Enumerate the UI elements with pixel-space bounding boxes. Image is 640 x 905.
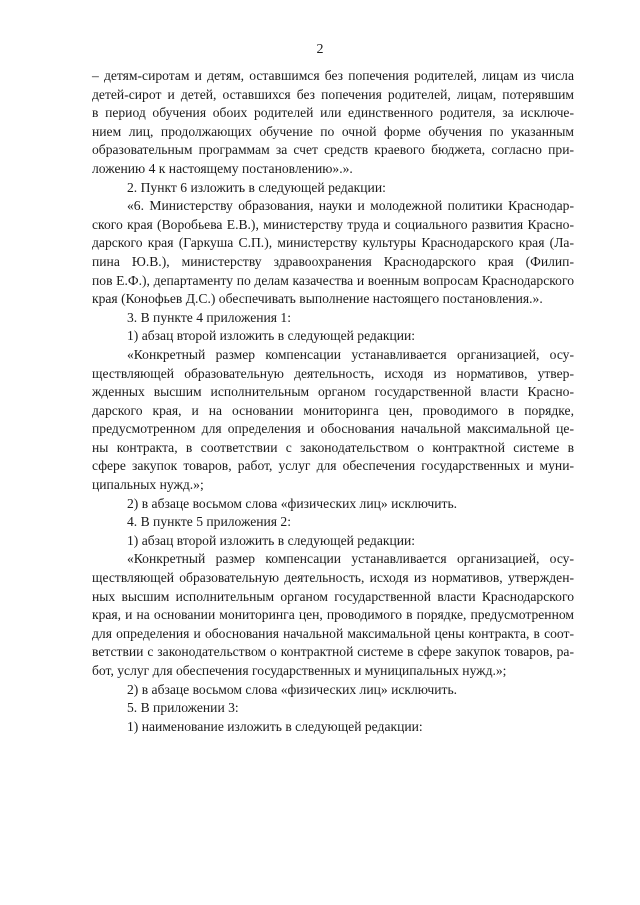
text-line: «Конкретный размер компенсации устанавливается организацией, осу- xyxy=(127,551,574,567)
paragraph-p13 xyxy=(92,718,574,737)
text-line: ществляющей образовательную деятельность, исходя из нормативов, утвер- xyxy=(92,365,574,381)
text-line: пов Е.Ф.), департаменту по делам казачества и военным вопросам Краснодарского xyxy=(92,272,574,288)
text-line: 2) в абзаце восьмом слова «физических лиц» исключить. xyxy=(127,681,458,697)
paragraph-p7 xyxy=(92,495,574,514)
text-line: ского края (Воробьева Е.В.), министерству труда и социального развития Красно- xyxy=(92,216,574,232)
text-line: в период обучения обоих родителей или единственного родителя, за исключе- xyxy=(92,105,574,121)
text-line: 4. В пункте 5 приложения 2: xyxy=(127,514,292,530)
paragraph-p5 xyxy=(92,327,574,346)
text-line: для определения и обоснования начальной максимальной цены контракта, в соот- xyxy=(92,625,574,641)
text-line: дарского края, и на основании мониторинга цен, проводимого в порядке, xyxy=(92,402,574,418)
paragraph-p9 xyxy=(92,532,574,551)
paragraph-p2 xyxy=(92,179,574,198)
text-line: «6. Министерству образования, науки и молодежной политики Краснодар- xyxy=(127,198,574,214)
paragraph-p11 xyxy=(92,681,574,700)
text-line: дарского края (Гаркуша С.П.), министерству культуры Краснодарского края (Ла- xyxy=(92,235,574,251)
paragraph-p8 xyxy=(92,513,574,532)
text-line: образовательным программам за счет средств краевого бюджета, согласно при- xyxy=(92,142,574,158)
text-line: детей-сирот и детей, оставшихся без попечения родителей, лицам, потерявшим xyxy=(92,86,574,102)
text-line: 1) абзац второй изложить в следующей редакции: xyxy=(127,328,416,344)
paragraph-p1 xyxy=(92,67,574,179)
paragraph-p3 xyxy=(92,197,574,309)
document-body xyxy=(92,67,574,736)
text-line: ны контракта, в соответствии с законодательством о контрактной системе в xyxy=(92,439,574,455)
paragraph-p6 xyxy=(92,346,574,495)
text-line: нием лиц, продолжающих обучение по очной форме обучения по указанным xyxy=(92,123,574,139)
text-line: ложению 4 к настоящему постановлению».». xyxy=(92,160,353,176)
text-line: жденных высшим исполнительным органом государственной власти Красно- xyxy=(92,384,574,400)
text-line: пина Ю.В.), министерству здравоохранения Краснодарского края (Филип- xyxy=(92,253,574,269)
text-line: сфере закупок товаров, работ, услуг для обеспечения государственных и муни- xyxy=(92,458,574,474)
text-line: «Конкретный размер компенсации устанавливается организацией, осу- xyxy=(127,346,574,362)
paragraph-p10 xyxy=(92,550,574,680)
text-line: предусмотренном для определения и обоснования начальной максимальной це- xyxy=(92,421,574,437)
text-line: 2) в абзаце восьмом слова «физических лиц» исключить. xyxy=(127,495,458,511)
text-line: 5. В приложении 3: xyxy=(127,700,239,716)
text-line: края (Конофьев Д.С.) обеспечивать выполнение настоящего постановления.». xyxy=(92,291,543,307)
text-line: бот, услуг для обеспечения государственных и муниципальных нужд.»; xyxy=(92,663,507,678)
text-line: ных высшим исполнительным органом государственной власти Краснодарского xyxy=(92,588,574,604)
page-number: 2 xyxy=(316,42,324,57)
paragraph-p4 xyxy=(92,309,574,328)
text-line: ветствии с законодательством о контрактной системе в сфере закупок товаров, ра- xyxy=(92,644,574,660)
paragraph-p12 xyxy=(92,699,574,718)
text-line: 1) абзац второй изложить в следующей редакции: xyxy=(127,532,416,548)
text-line: 2. Пункт 6 изложить в следующей редакции: xyxy=(127,179,386,195)
text-line: – детям-сиротам и детям, оставшимся без попечения родителей, лицам из числа xyxy=(92,68,574,83)
text-line: 1) наименование изложить в следующей редакции: xyxy=(127,718,423,734)
text-line: ципальных нужд.»; xyxy=(92,477,204,493)
text-line: края, и на основании мониторинга цен, проводимого в порядке, предусмотренном xyxy=(92,607,574,623)
text-line: 3. В пункте 4 приложения 1: xyxy=(127,309,292,325)
text-line: ществляющей образовательную деятельность, исходя из нормативов, утвержден- xyxy=(92,570,574,586)
